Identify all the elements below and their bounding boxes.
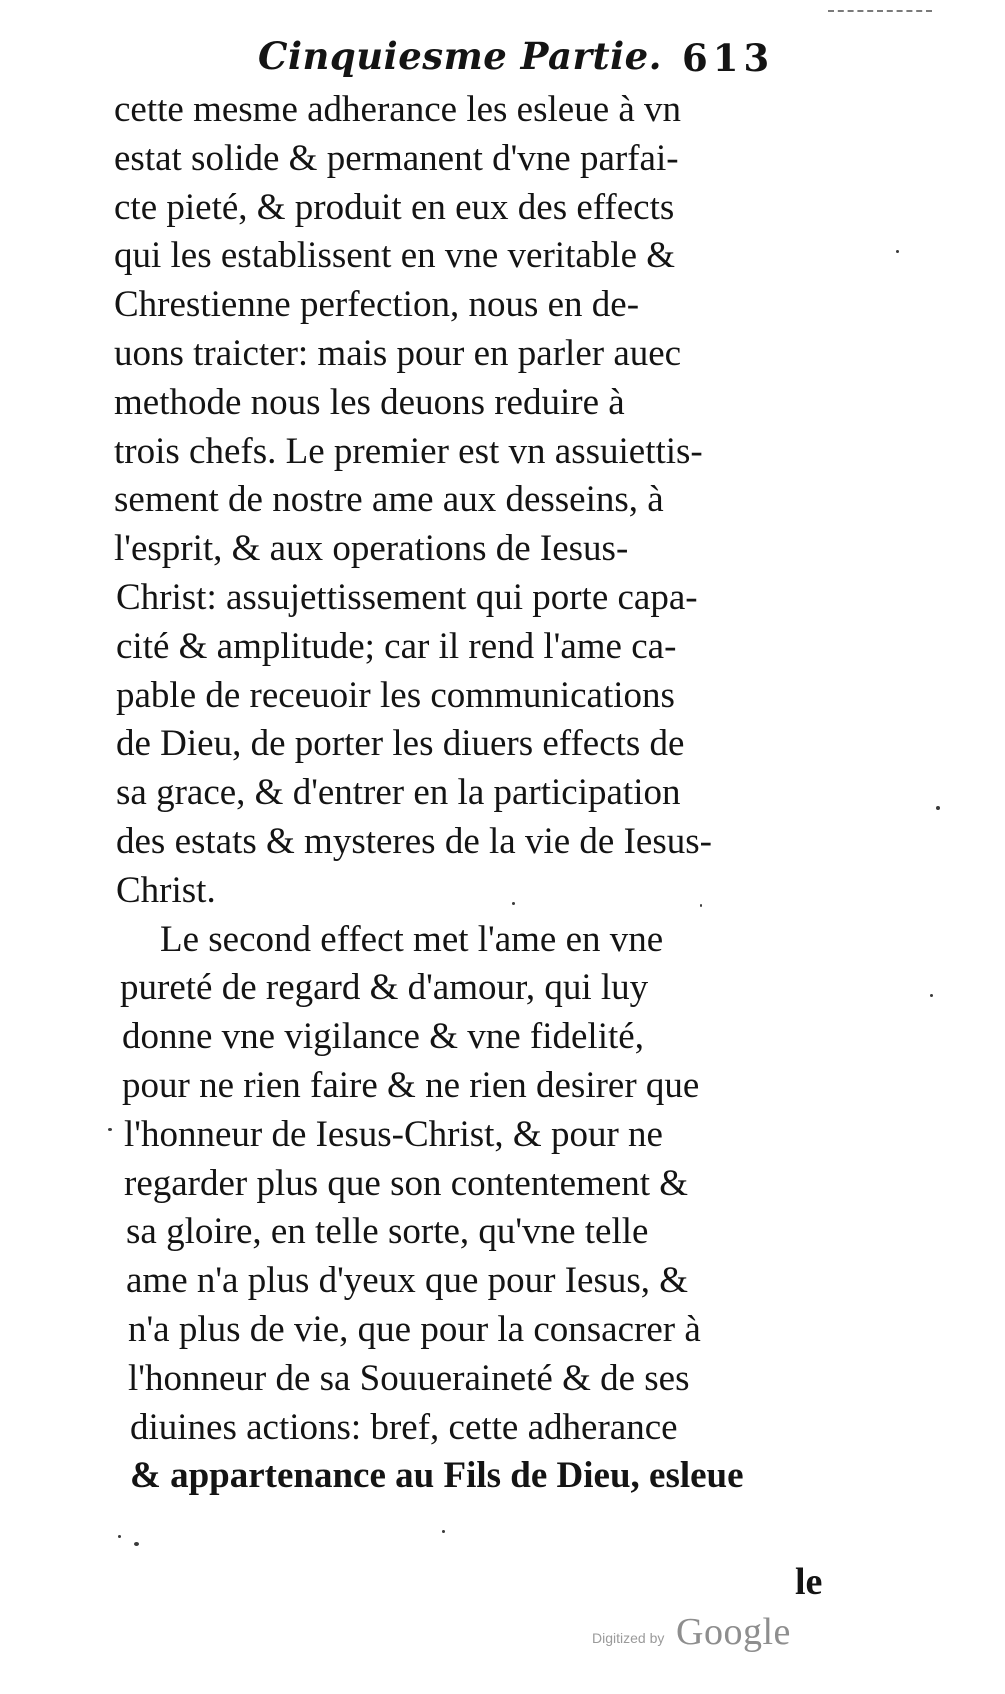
text-line: Chrestienne perfection, nous en de- bbox=[114, 284, 640, 326]
text-line: n'a plus de vie, que pour la consacrer à bbox=[128, 1308, 701, 1350]
text-line: pour ne rien faire & ne rien desirer que bbox=[122, 1064, 700, 1106]
running-head bbox=[258, 28, 818, 88]
text-line: ame n'a plus d'yeux que pour Iesus, & bbox=[126, 1260, 689, 1302]
text-line: & appartenance au Fils de Dieu, esleue bbox=[130, 1455, 744, 1497]
ink-speck bbox=[700, 904, 702, 907]
text-line: pable de receuoir les communications bbox=[116, 674, 675, 716]
text-line: sement de nostre ame aux desseins, à bbox=[114, 479, 664, 521]
text-line: sa gloire, en telle sorte, qu'vne telle bbox=[126, 1211, 649, 1253]
ink-speck bbox=[936, 806, 940, 810]
text-line: l'honneur de Iesus-Christ, & pour ne bbox=[124, 1113, 663, 1155]
body-text bbox=[114, 86, 834, 1606]
google-logo-text: Google bbox=[676, 1611, 791, 1653]
text-line: diuines actions: bref, cette adherance bbox=[130, 1406, 678, 1448]
ink-speck bbox=[930, 994, 933, 997]
text-line: pureté de regard & d'amour, qui luy bbox=[120, 967, 649, 1009]
text-line: cte pieté, & produit en eux des effects bbox=[114, 186, 675, 228]
catchword: le bbox=[795, 1561, 823, 1603]
text-line: cité & amplitude; car il rend l'ame ca- bbox=[116, 625, 677, 667]
ink-speck bbox=[108, 1128, 112, 1131]
page-number: 613 bbox=[682, 36, 775, 80]
text-line: Christ. bbox=[116, 869, 216, 911]
text-line: sa grace, & d'entrer en la participation bbox=[116, 772, 681, 814]
ink-speck bbox=[134, 1542, 139, 1546]
text-line: l'esprit, & aux operations de Iesus- bbox=[114, 528, 629, 570]
text-line: uons traicter: mais pour en parler auec bbox=[114, 332, 682, 374]
text-line: donne vne vigilance & vne fidelité, bbox=[122, 1016, 644, 1058]
text-line: qui les establissent en vne veritable & bbox=[114, 235, 676, 277]
text-line: estat solide & permanent d'vne parfai- bbox=[114, 137, 679, 179]
text-line: de Dieu, de porter les diuers effects de bbox=[116, 723, 685, 765]
text-line: trois chefs. Le premier est vn assuiettis- bbox=[114, 430, 703, 472]
ink-speck bbox=[512, 902, 515, 905]
text-line: l'honneur de sa Souueraineté & de ses bbox=[128, 1357, 690, 1399]
scan-edge-mark bbox=[828, 10, 932, 15]
running-head-title: Cinquiesme Partie. bbox=[258, 34, 663, 78]
ink-speck bbox=[442, 1530, 445, 1533]
text-line: des estats & mysteres de la vie de Iesus- bbox=[116, 820, 712, 862]
ink-speck bbox=[896, 250, 899, 253]
paragraph-start-line: Le second effect met l'ame en vne bbox=[160, 918, 664, 960]
text-line: methode nous les deuons reduire à bbox=[114, 381, 625, 423]
text-line: regarder plus que son contentement & bbox=[124, 1162, 689, 1204]
text-line: cette mesme adherance les esleue à vn bbox=[114, 89, 682, 130]
ink-speck bbox=[118, 1535, 121, 1538]
text-line: Christ: assujettissement qui porte capa- bbox=[116, 576, 698, 618]
digitized-by-google-watermark bbox=[592, 1610, 812, 1660]
watermark-prefix: Digitized by bbox=[592, 1630, 665, 1646]
